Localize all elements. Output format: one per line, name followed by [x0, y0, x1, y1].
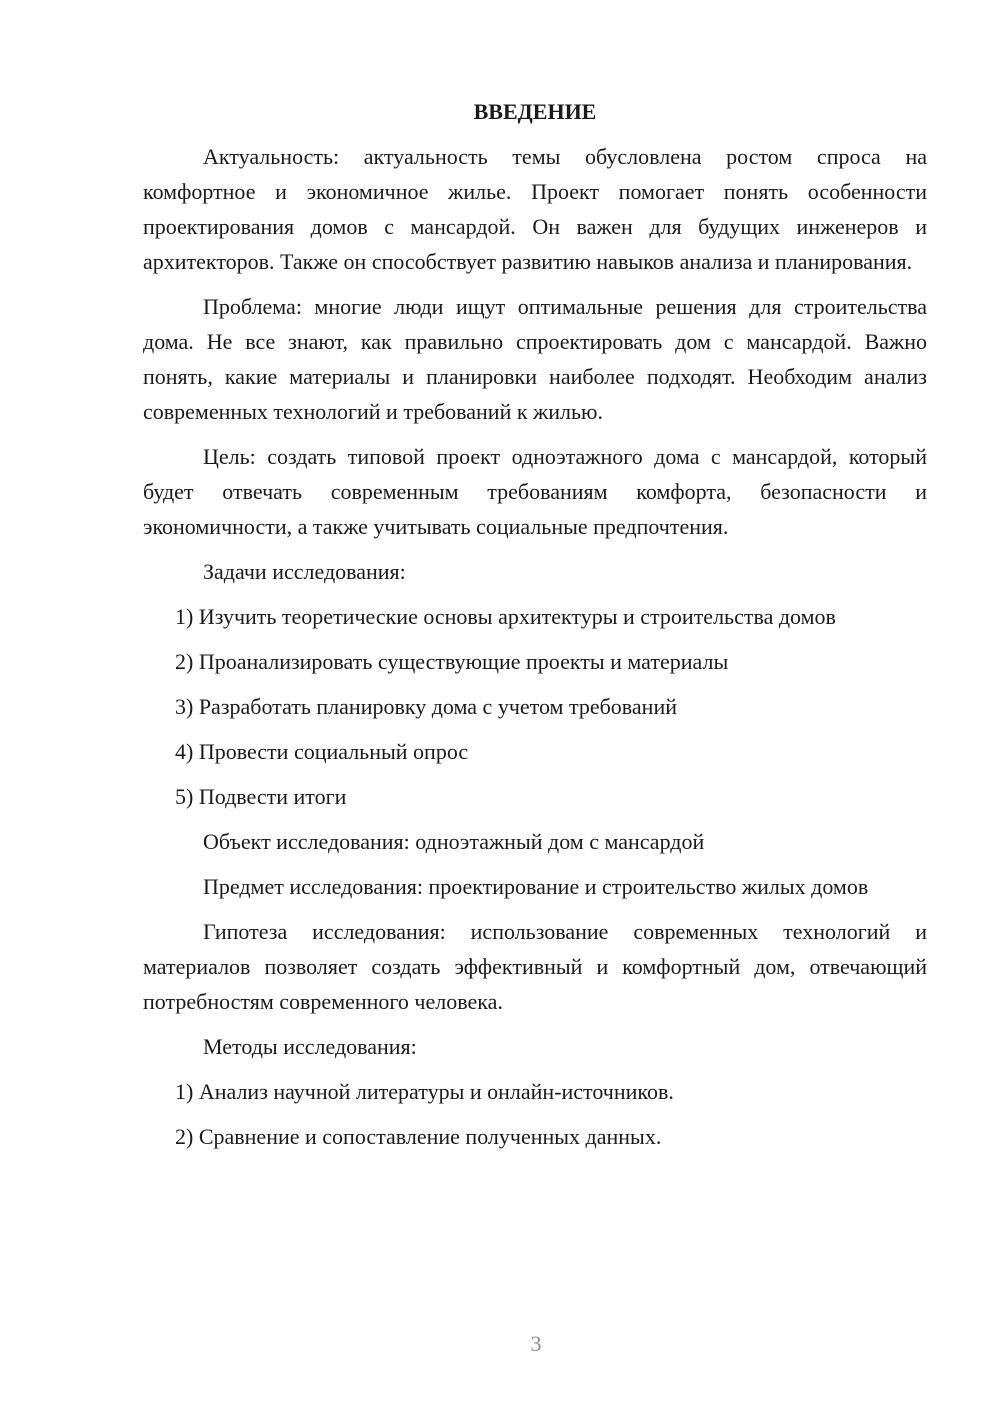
task-item: 4) Провести социальный опрос: [175, 739, 469, 764]
page-title: ВВЕДЕНИЕ: [473, 99, 597, 124]
method-item: 2) Сравнение и сопоставление полученных данных.: [175, 1124, 662, 1149]
page-content: [143, 94, 927, 1164]
task-item: 5) Подвести итоги: [175, 784, 347, 809]
object-paragraph: Объект исследования: одноэтажный дом с мансардой: [203, 829, 705, 854]
method-item: 1) Анализ научной литературы и онлайн-источников.: [175, 1079, 674, 1104]
relevance-paragraph: Актуальность: актуальность темы обусловлена ростом спроса на комфортное и экономичное жилье. Проект помогает понять особенности проектирования домов с мансардой. Он важен для будущих инженеров и архитекторов. Также он способствует развитию навыков анализа и планирования.: [143, 144, 927, 274]
task-item: 2) Проанализировать существующие проекты и материалы: [175, 649, 729, 674]
goal-paragraph: Цель: создать типовой проект одноэтажного дома с мансардой, который будет отвечать современным требованиям комфорта, безопасности и экономичности, а также учитывать социальные предпочтения.: [143, 444, 927, 539]
methods-heading: Методы исследования:: [203, 1034, 417, 1059]
tasks-heading: Задачи исследования:: [203, 559, 406, 584]
problem-paragraph: Проблема: многие люди ищут оптимальные решения для строительства дома. Не все знают, как правильно спроектировать дом с мансардой. Важно понять, какие материалы и планировки наиболее подходят. Необходим анализ современных технологий и требований к жилью.: [143, 294, 927, 424]
subject-paragraph: Предмет исследования: проектирование и строительство жилых домов: [203, 874, 869, 899]
task-item: 1) Изучить теоретические основы архитектуры и строительства домов: [175, 604, 836, 629]
task-item: 3) Разработать планировку дома с учетом требований: [175, 694, 677, 719]
hypothesis-paragraph: Гипотеза исследования: использование современных технологий и материалов позволяет создать эффективный и комфортный дом, отвечающий потребностям современного человека.: [143, 919, 927, 1014]
page-number: 3: [530, 1331, 542, 1356]
